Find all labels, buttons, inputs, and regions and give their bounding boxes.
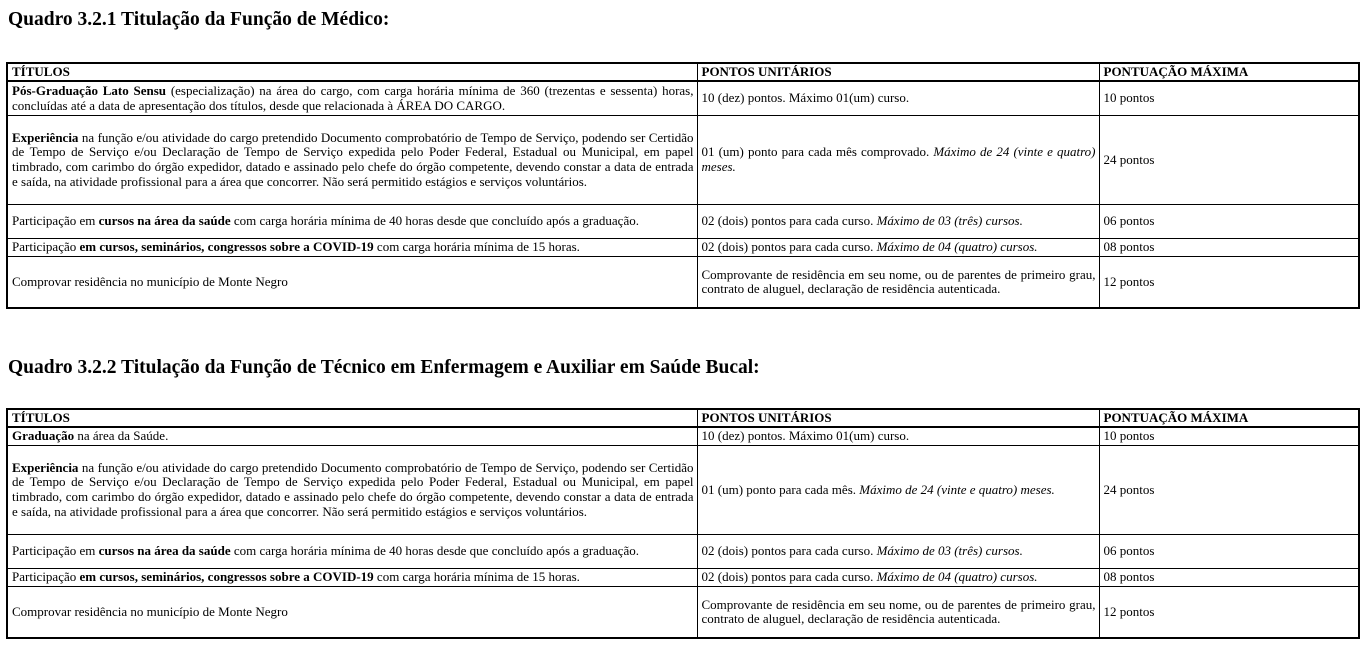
pontuacao-cell: 10 pontos bbox=[1099, 81, 1359, 115]
table-header-row bbox=[7, 63, 1359, 81]
titulo-cell: Pós-Graduação Lato Sensu (especialização) na área do cargo, com carga horária mínima de 360 (trezentas e sessenta) horas, concluídas até a data de apresentação dos títulos, desde que relacionada à ÁREA DO CARGO. bbox=[7, 81, 697, 115]
header-pontos-unitarios: PONTOS UNITÁRIOS bbox=[697, 63, 1099, 81]
pontuacao-cell: 06 pontos bbox=[1099, 534, 1359, 568]
pontuacao-cell: 24 pontos bbox=[1099, 445, 1359, 534]
titulo-cell: Graduação na área da Saúde. bbox=[7, 427, 697, 445]
table-row bbox=[7, 445, 1359, 534]
pontuacao-cell: 08 pontos bbox=[1099, 568, 1359, 586]
pontos-cell: 02 (dois) pontos para cada curso. Máximo de 04 (quatro) cursos. bbox=[697, 568, 1099, 586]
table-row bbox=[7, 204, 1359, 238]
table-row bbox=[7, 81, 1359, 115]
quadro-tecnico-title: Quadro 3.2.2 Titulação da Função de Técnico em Enfermagem e Auxiliar em Saúde Bucal: bbox=[8, 357, 760, 378]
header-pontuacao-maxima: PONTUAÇÃO MÁXIMA bbox=[1099, 63, 1359, 81]
quadro-tecnico-table bbox=[6, 408, 1360, 639]
header-titulos: TÍTULOS bbox=[7, 409, 697, 427]
titulo-cell: Comprovar residência no município de Monte Negro bbox=[7, 256, 697, 308]
titulo-cell: Experiência na função e/ou atividade do cargo pretendido Documento comprobatório de Tempo de Serviço, podendo ser Certidão de Tempo de Serviço e/ou Declaração de Tempo de Serviço expedida pelo Poder Federal, Estadual ou Municipal, em papel timbrado, com carimbo do órgão expedidor, datado e assinado pelo chefe do órgão competente, devendo constar a data de entrada e saída, na atividade profissional para a área que concorrer. Não será permitido estágios e serviços voluntários. bbox=[7, 445, 697, 534]
pontuacao-cell: 10 pontos bbox=[1099, 427, 1359, 445]
pontos-cell: 02 (dois) pontos para cada curso. Máximo de 04 (quatro) cursos. bbox=[697, 238, 1099, 256]
quadro-tecnico-section bbox=[6, 356, 1358, 639]
table-row bbox=[7, 534, 1359, 568]
header-pontos-unitarios: PONTOS UNITÁRIOS bbox=[697, 409, 1099, 427]
table-row bbox=[7, 115, 1359, 204]
pontuacao-cell: 12 pontos bbox=[1099, 256, 1359, 308]
titulo-cell: Comprovar residência no município de Monte Negro bbox=[7, 586, 697, 638]
titulo-cell: Participação em cursos na área da saúde com carga horária mínima de 40 horas desde que concluído após a graduação. bbox=[7, 534, 697, 568]
table-row bbox=[7, 238, 1359, 256]
quadro-medico-section bbox=[6, 8, 1358, 309]
quadro-medico-title: Quadro 3.2.1 Titulação da Função de Médico: bbox=[8, 9, 390, 30]
titulo-cell: Participação em cursos, seminários, congressos sobre a COVID-19 com carga horária mínima de 15 horas. bbox=[7, 238, 697, 256]
header-pontuacao-maxima: PONTUAÇÃO MÁXIMA bbox=[1099, 409, 1359, 427]
pontos-cell: 10 (dez) pontos. Máximo 01(um) curso. bbox=[697, 427, 1099, 445]
pontos-cell: 02 (dois) pontos para cada curso. Máximo de 03 (três) cursos. bbox=[697, 204, 1099, 238]
header-titulos: TÍTULOS bbox=[7, 63, 697, 81]
pontos-cell: 02 (dois) pontos para cada curso. Máximo de 03 (três) cursos. bbox=[697, 534, 1099, 568]
pontos-cell: Comprovante de residência em seu nome, ou de parentes de primeiro grau, contrato de aluguel, declaração de residência autenticada. bbox=[697, 256, 1099, 308]
quadro-medico-table bbox=[6, 62, 1360, 309]
pontuacao-cell: 06 pontos bbox=[1099, 204, 1359, 238]
titulo-cell: Participação em cursos na área da saúde com carga horária mínima de 40 horas desde que concluído após a graduação. bbox=[7, 204, 697, 238]
titulo-cell: Experiência na função e/ou atividade do cargo pretendido Documento comprobatório de Tempo de Serviço, podendo ser Certidão de Tempo de Serviço e/ou Declaração de Tempo de Serviço expedida pelo Poder Federal, Estadual ou Municipal, em papel timbrado, com carimbo do órgão expedidor, datado e assinado pelo chefe do órgão competente, devendo constar a data de entrada e saída, na atividade profissional para a área que concorrer. Não será permitido estágios e serviços voluntários. bbox=[7, 115, 697, 204]
table-header-row bbox=[7, 409, 1359, 427]
pontos-cell: Comprovante de residência em seu nome, ou de parentes de primeiro grau, contrato de aluguel, declaração de residência autenticada. bbox=[697, 586, 1099, 638]
pontos-cell: 01 (um) ponto para cada mês. Máximo de 24 (vinte e quatro) meses. bbox=[697, 445, 1099, 534]
pontuacao-cell: 24 pontos bbox=[1099, 115, 1359, 204]
table-row bbox=[7, 586, 1359, 638]
pontuacao-cell: 12 pontos bbox=[1099, 586, 1359, 638]
pontuacao-cell: 08 pontos bbox=[1099, 238, 1359, 256]
table-row bbox=[7, 427, 1359, 445]
pontos-cell: 01 (um) ponto para cada mês comprovado. Máximo de 24 (vinte e quatro) meses. bbox=[697, 115, 1099, 204]
table-row bbox=[7, 568, 1359, 586]
table-row bbox=[7, 256, 1359, 308]
pontos-cell: 10 (dez) pontos. Máximo 01(um) curso. bbox=[697, 81, 1099, 115]
titulo-cell: Participação em cursos, seminários, congressos sobre a COVID-19 com carga horária mínima de 15 horas. bbox=[7, 568, 697, 586]
